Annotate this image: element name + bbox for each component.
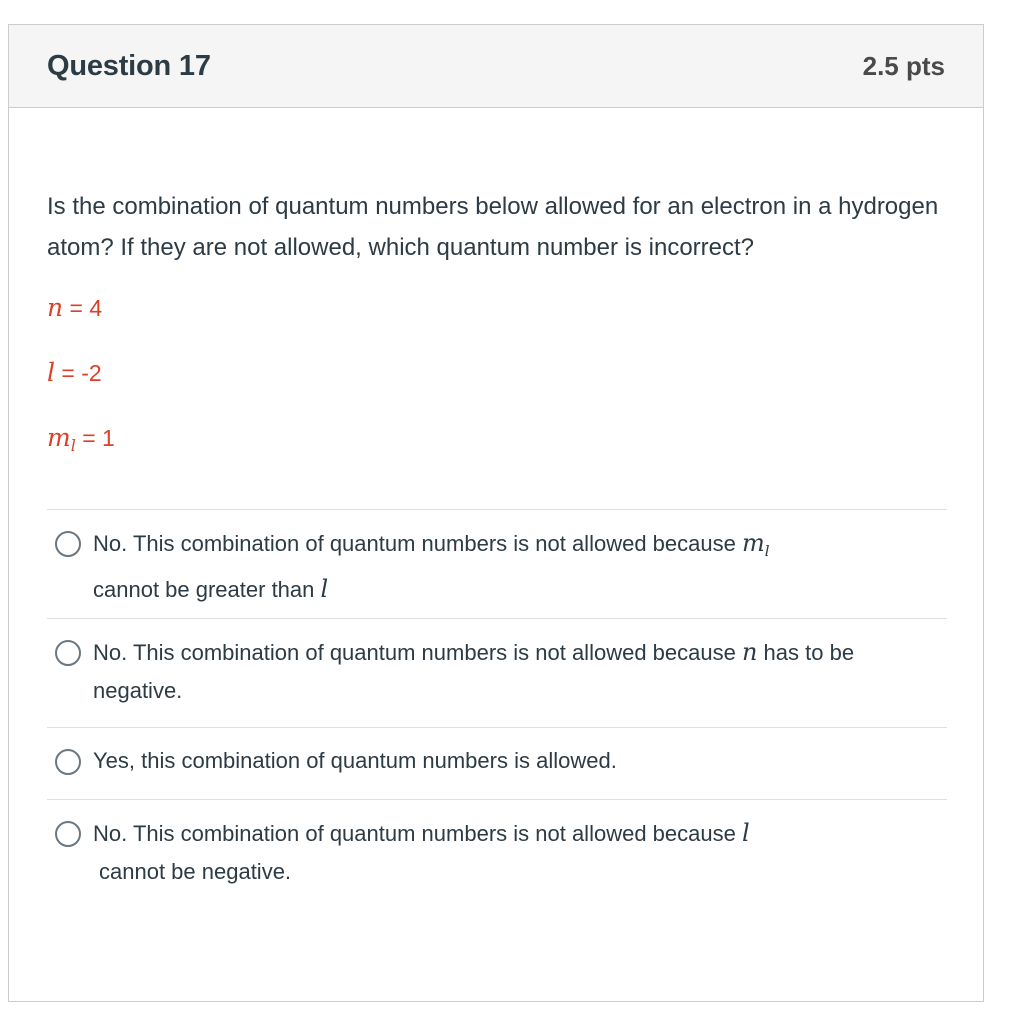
ml-value: = 1 xyxy=(75,425,115,451)
question-body xyxy=(9,108,983,908)
radio-button[interactable] xyxy=(55,640,81,666)
answer-option-label[interactable]: Yes, this combination of quantum numbers is allowed. xyxy=(93,748,617,773)
answer-option-label[interactable]: No. This combination of quantum numbers is not allowed because n has to be negative. xyxy=(93,638,855,703)
answer-option-2[interactable] xyxy=(47,618,947,727)
question-points: 2.5 pts xyxy=(862,50,945,81)
answer-options xyxy=(47,509,947,908)
quantum-number-l xyxy=(47,357,945,389)
question-header xyxy=(9,25,983,108)
radio-button[interactable] xyxy=(55,749,81,775)
quantum-number-ml xyxy=(47,422,945,454)
answer-option-4[interactable] xyxy=(47,799,947,908)
l-value: = -2 xyxy=(55,360,102,386)
quantum-number-n xyxy=(47,292,945,324)
n-value: = 4 xyxy=(63,295,103,321)
question-title: Question 17 xyxy=(47,49,211,82)
radio-button[interactable] xyxy=(55,531,81,557)
question-prompt: Is the combination of quantum numbers below allowed for an electron in a hydrogen atom? If they are not allowed, which quantum number is incorrect? xyxy=(47,193,939,261)
answer-option-1[interactable] xyxy=(47,509,947,618)
radio-button[interactable] xyxy=(55,821,81,847)
n-symbol: n xyxy=(47,293,64,322)
answer-option-3[interactable] xyxy=(47,727,947,799)
quiz-question-card xyxy=(8,24,984,1002)
ml-symbol: $m_l$ xyxy=(47,423,76,455)
l-symbol: l xyxy=(47,358,55,387)
answer-option-label[interactable]: No. This combination of quantum numbers is not allowed because l cannot be negative. xyxy=(93,819,750,884)
quantum-number-list xyxy=(47,292,945,454)
answer-option-label[interactable]: No. This combination of quantum numbers is not allowed because $m_l$ cannot be greater than l xyxy=(93,529,770,603)
